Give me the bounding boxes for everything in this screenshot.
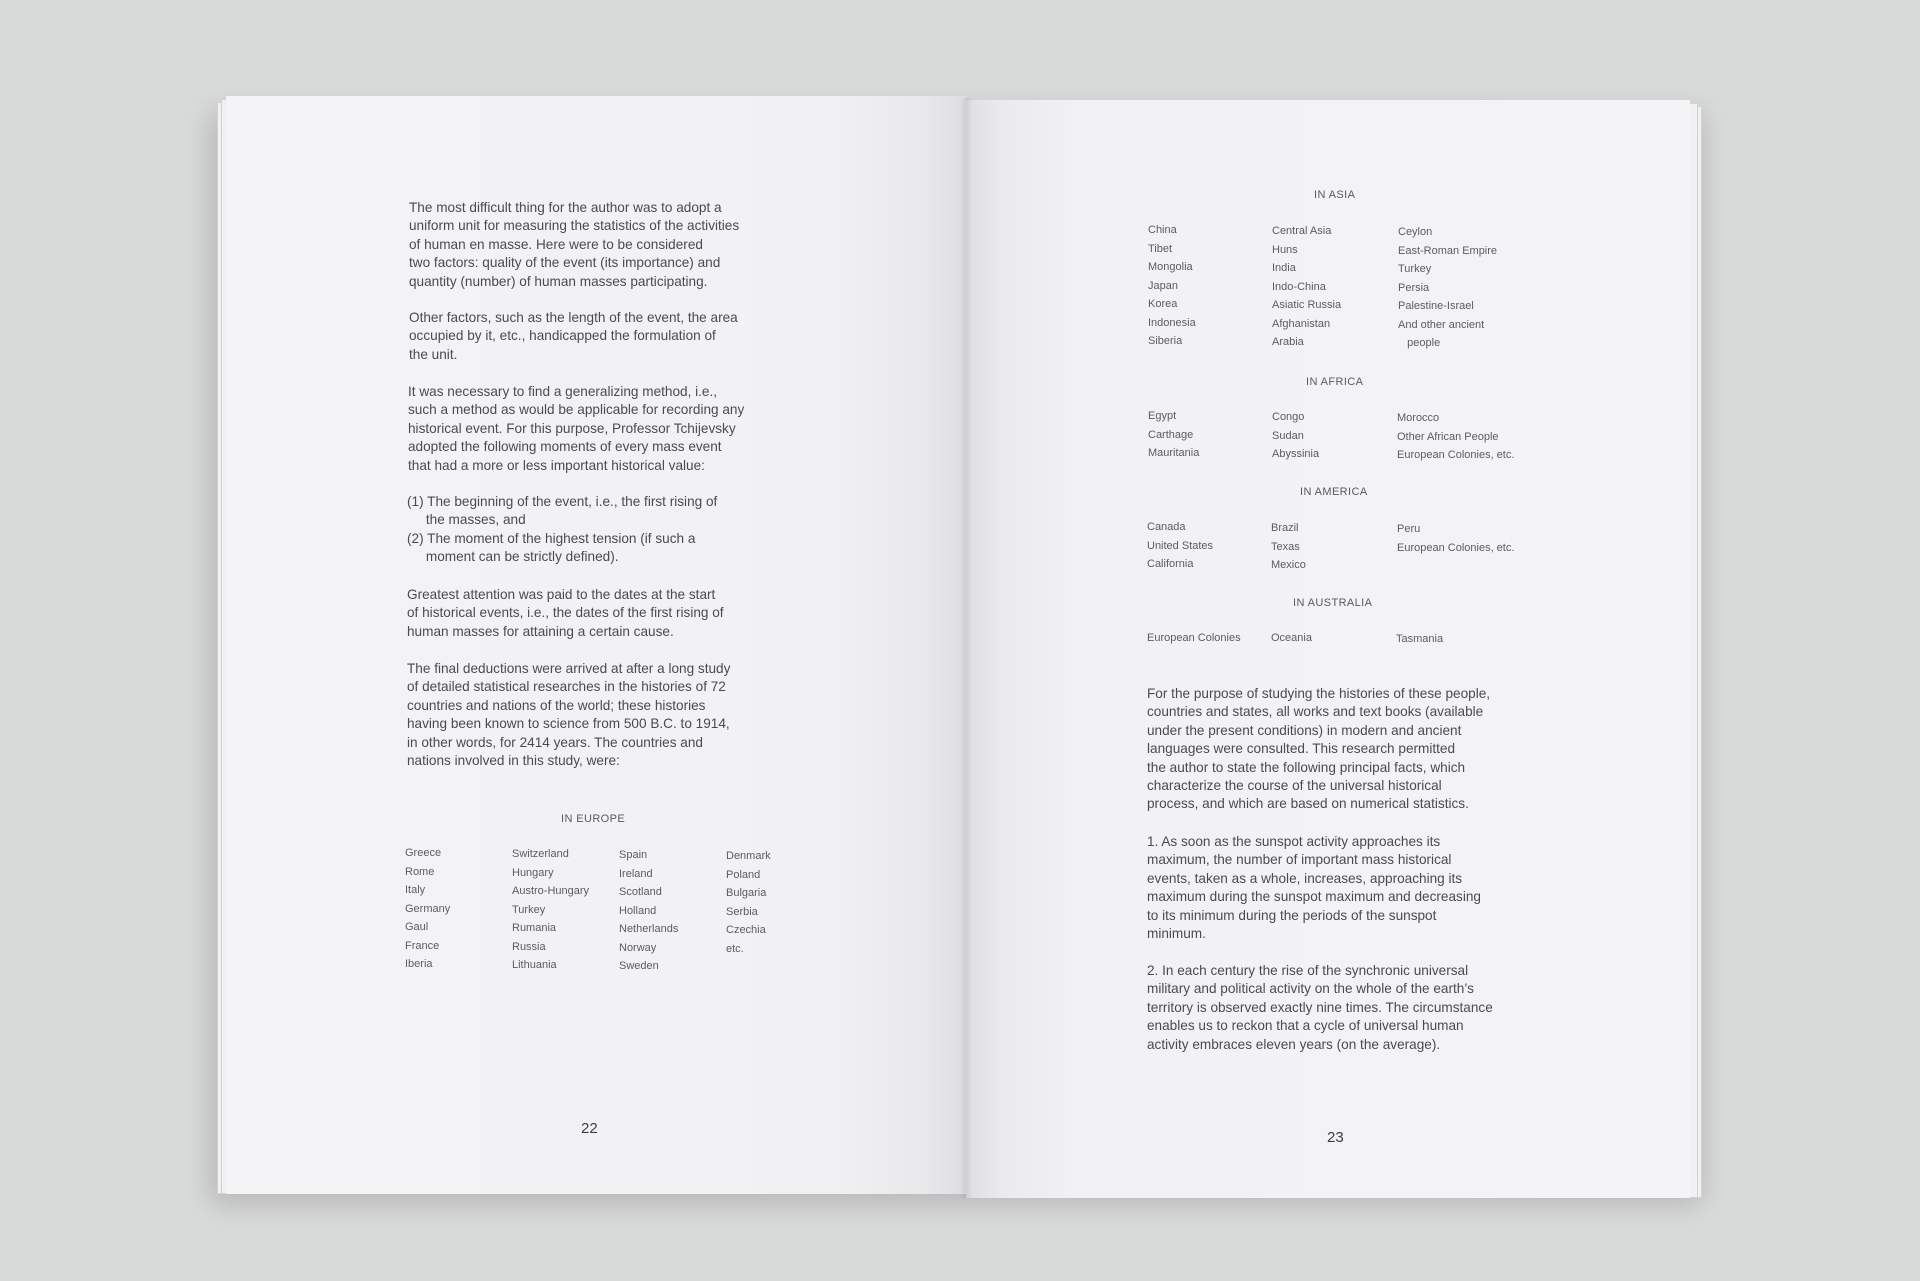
paragraph: It was necessary to find a generalizing method, i.e., such a method as would be applicable for recording any historical event. For this purpose, Professor Tchijevsky adopted the following moments of every mass event that had a more or less important historical value: <box>408 384 745 473</box>
paragraph: The most difficult thing for the author was to adopt a uniform unit for measuring the statistics of the activities of human en masse. Here were to be considered two factors: quality of the event (its importance) and quantity (number) of human masses participating. <box>409 200 740 289</box>
country-column: Switzerland Hungary Austro-Hungary Turkey Rumania Russia Lithuania <box>512 848 590 971</box>
section-title-america: IN AMERICA <box>1300 486 1368 498</box>
country-column: Morocco Other African People European Colonies, etc. <box>1397 412 1515 461</box>
country-column: Peru European Colonies, etc. <box>1397 523 1515 554</box>
paragraph: The final deductions were arrived at after a long study of detailed statistical researches in the histories of 72 countries and nations of the world; these histories having been known to science from 500 B.C. to 1914, in other words, for 2414 years. The countries and nations involved in this study, were: <box>407 661 731 769</box>
paragraph: Other factors, such as the length of the event, the area occupied by it, etc., handicapped the formulation of the unit. <box>409 310 738 362</box>
paragraph: For the purpose of studying the histories of these people, countries and states, all works and text books (available under the present conditions) in modern and ancient languages were consulted. This research permitted the author to state the following principal facts, which characterize the course of the universal historical process, and which are based on numerical statistics. <box>1147 686 1491 812</box>
page-number: 22 <box>581 1120 598 1137</box>
numbered-list: (1) The beginning of the event, i.e., the first rising of the masses, and (2) The moment of the highest tension (if such a moment can be strictly defined). <box>407 494 718 565</box>
paragraph: 1. As soon as the sunspot activity approaches its maximum, the number of important mass historical events, taken as a whole, increases, approaching its maximum during the sunspot maximum and decreasing to its minimum during the periods of the sunspot minimum. <box>1147 834 1481 942</box>
country-column: China Tibet Mongolia Japan Korea Indonesia Siberia <box>1148 224 1196 347</box>
paragraph: Greatest attention was paid to the dates at the start of historical events, i.e., the dates of the first rising of human masses for attaining a certain cause. <box>407 587 724 639</box>
country-column: Tasmania <box>1396 633 1444 645</box>
country-column: Canada United States California <box>1147 521 1214 570</box>
paragraph: 2. In each century the rise of the synchronic universal military and political activity on the whole of the earth’s territory is observed exactly nine times. The circumstance enables us to reckon that a cycle of universal human activity embraces eleven years (on the average). <box>1147 963 1493 1052</box>
country-column: Oceania <box>1271 632 1312 644</box>
book-gutter <box>960 98 972 1198</box>
country-column: Denmark Poland Bulgaria Serbia Czechia etc. <box>726 850 771 955</box>
section-title-asia: IN ASIA <box>1314 189 1356 201</box>
section-title-australia: IN AUSTRALIA <box>1293 597 1373 609</box>
page-number: 23 <box>1327 1129 1344 1146</box>
country-column: Egypt Carthage Mauritania <box>1148 410 1200 459</box>
country-column: Spain Ireland Scotland Holland Netherlands Norway Sweden <box>619 849 679 972</box>
country-column: Ceylon East-Roman Empire Turkey Persia Palestine-Israel And other ancient people <box>1398 226 1498 349</box>
country-column: Congo Sudan Abyssinia <box>1272 411 1320 460</box>
right-page <box>966 100 1690 1198</box>
country-column: Central Asia Huns India Indo-China Asiatic Russia Afghanistan Arabia <box>1272 225 1342 348</box>
section-title-africa: IN AFRICA <box>1306 376 1364 388</box>
left-page <box>226 96 966 1194</box>
country-column: Brazil Texas Mexico <box>1271 522 1306 571</box>
section-title-europe: IN EUROPE <box>561 813 626 825</box>
country-column: European Colonies <box>1147 632 1241 644</box>
country-column: Greece Rome Italy Germany Gaul France Iberia <box>405 847 451 970</box>
